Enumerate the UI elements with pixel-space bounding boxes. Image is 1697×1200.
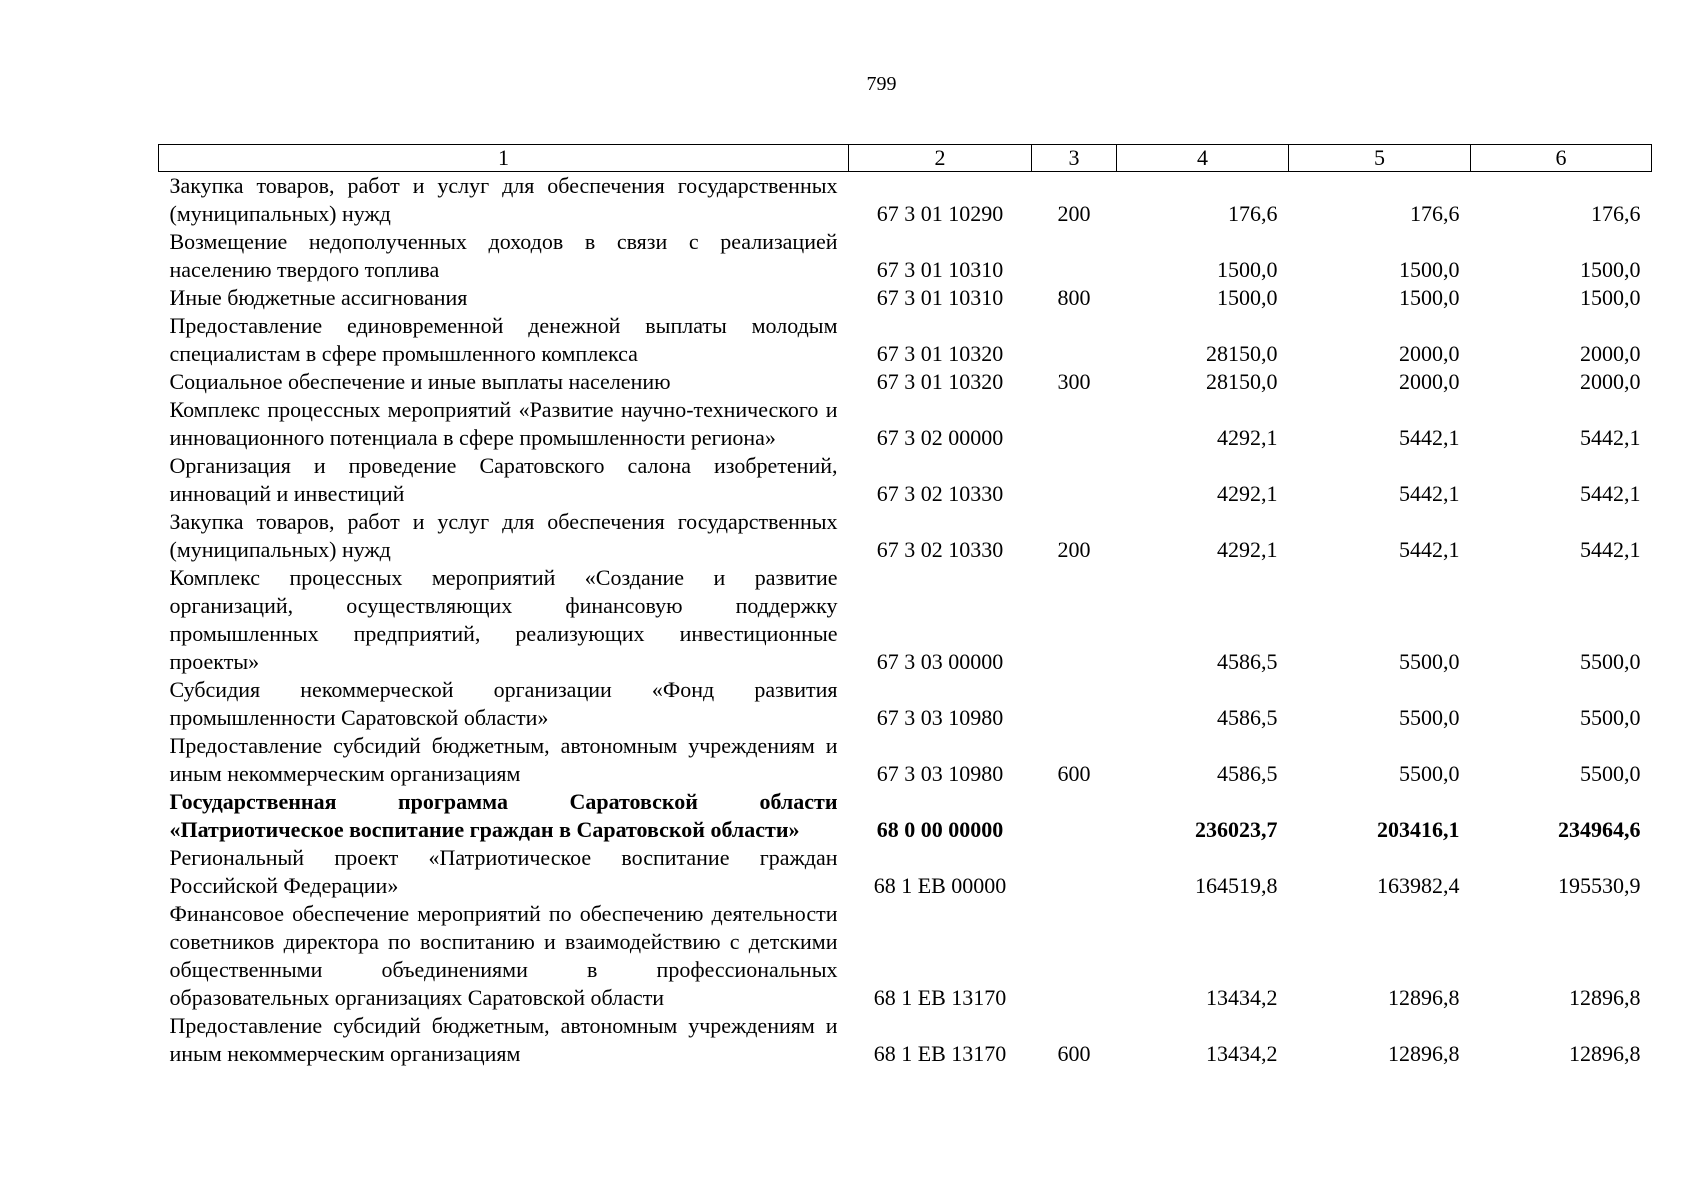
row-value-col6-cell: 12896,8 bbox=[1569, 985, 1641, 1010]
row-expense-type-cell: 200 bbox=[1057, 537, 1091, 562]
row-value-col5-cell: 1500,0 bbox=[1399, 285, 1460, 310]
row-value-col5-cell: 5442,1 bbox=[1399, 425, 1460, 450]
row-code-cell: 68 1 ЕВ 13170 bbox=[873, 1041, 1007, 1066]
row-expense-type-cell bbox=[1032, 312, 1117, 368]
row-name-cell: Государственная программа Саратовской области «Патриотическое воспитание граждан в Саратовской области» bbox=[169, 789, 838, 842]
row-code-cell: 67 3 01 10310 bbox=[876, 285, 1004, 310]
row-code-cell: 67 3 03 10980 bbox=[876, 761, 1004, 786]
table-row bbox=[159, 368, 1652, 396]
row-value-col6-cell: 234964,6 bbox=[1558, 817, 1641, 842]
row-value-col4-cell: 28150,0 bbox=[1206, 369, 1278, 394]
table-row bbox=[159, 900, 1652, 1012]
row-value-col6-cell: 5442,1 bbox=[1580, 425, 1641, 450]
row-value-col6-cell: 5442,1 bbox=[1580, 481, 1641, 506]
row-expense-type-cell: 800 bbox=[1057, 285, 1091, 310]
row-expense-type-cell bbox=[1032, 844, 1117, 900]
column-header-2: 2 bbox=[849, 145, 1032, 172]
row-expense-type-cell bbox=[1032, 228, 1117, 284]
row-code-cell: 67 3 02 10330 bbox=[876, 481, 1004, 506]
table-row bbox=[159, 676, 1652, 732]
row-code-cell: 67 3 03 00000 bbox=[876, 649, 1004, 674]
row-name-cell: Комплекс процессных мероприятий «Создание и развитие организаций, осуществляющих финансовую поддержку промышленных предприятий, реализующих инвестиционные проекты» bbox=[169, 565, 838, 674]
table-body bbox=[159, 172, 1652, 1069]
row-value-col5-cell: 1500,0 bbox=[1399, 257, 1460, 282]
row-value-col5-cell: 5500,0 bbox=[1399, 705, 1460, 730]
row-expense-type-cell: 200 bbox=[1057, 201, 1091, 226]
row-value-col4-cell: 13434,2 bbox=[1206, 985, 1278, 1010]
row-expense-type-cell: 600 bbox=[1057, 1041, 1091, 1066]
row-name-cell: Закупка товаров, работ и услуг для обеспечения государственных (муниципальных) нужд bbox=[169, 173, 838, 226]
table-row bbox=[159, 788, 1652, 844]
row-value-col6-cell: 5500,0 bbox=[1580, 649, 1641, 674]
row-value-col6-cell: 5500,0 bbox=[1580, 705, 1641, 730]
row-value-col6-cell: 2000,0 bbox=[1580, 341, 1641, 366]
row-name-cell: Возмещение недополученных доходов в связи с реализацией населению твердого топлива bbox=[169, 229, 838, 282]
row-value-col6-cell: 2000,0 bbox=[1580, 369, 1641, 394]
row-value-col5-cell: 12896,8 bbox=[1388, 1041, 1460, 1066]
row-value-col4-cell: 236023,7 bbox=[1195, 817, 1278, 842]
row-expense-type-cell: 600 bbox=[1057, 761, 1091, 786]
row-value-col5-cell: 176,6 bbox=[1410, 201, 1460, 226]
row-name-cell: Предоставление единовременной денежной выплаты молодым специалистам в сфере промышленного комплекса bbox=[169, 313, 838, 366]
row-value-col4-cell: 4292,1 bbox=[1217, 481, 1278, 506]
table-header bbox=[159, 145, 1652, 172]
column-header-6: 6 bbox=[1471, 145, 1652, 172]
table-row bbox=[159, 284, 1652, 312]
row-value-col6-cell: 12896,8 bbox=[1569, 1041, 1641, 1066]
row-value-col5-cell: 5442,1 bbox=[1399, 537, 1460, 562]
budget-table bbox=[158, 144, 1652, 1068]
column-header-3: 3 bbox=[1032, 145, 1117, 172]
table-row bbox=[159, 228, 1652, 284]
row-value-col5-cell: 5500,0 bbox=[1399, 761, 1460, 786]
row-expense-type-cell bbox=[1032, 788, 1117, 844]
row-value-col5-cell: 12896,8 bbox=[1388, 985, 1460, 1010]
row-name-cell: Предоставление субсидий бюджетным, автономным учреждениям и иным некоммерческим организациям bbox=[169, 1013, 838, 1066]
row-code-cell: 67 3 01 10310 bbox=[876, 257, 1004, 282]
table-row bbox=[159, 452, 1652, 508]
row-expense-type-cell bbox=[1032, 900, 1117, 1012]
table-row bbox=[159, 1012, 1652, 1068]
row-value-col5-cell: 5500,0 bbox=[1399, 649, 1460, 674]
column-header-5: 5 bbox=[1289, 145, 1471, 172]
row-value-col6-cell: 176,6 bbox=[1591, 201, 1641, 226]
row-value-col4-cell: 1500,0 bbox=[1217, 285, 1278, 310]
table-row bbox=[159, 172, 1652, 229]
row-code-cell: 68 0 00 00000 bbox=[876, 817, 1004, 842]
row-code-cell: 68 1 ЕВ 00000 bbox=[873, 873, 1007, 898]
row-value-col4-cell: 28150,0 bbox=[1206, 341, 1278, 366]
row-value-col4-cell: 4292,1 bbox=[1217, 537, 1278, 562]
row-value-col6-cell: 5442,1 bbox=[1580, 537, 1641, 562]
row-expense-type-cell bbox=[1032, 452, 1117, 508]
row-value-col4-cell: 1500,0 bbox=[1217, 257, 1278, 282]
row-name-cell: Социальное обеспечение и иные выплаты населению bbox=[169, 369, 671, 394]
row-name-cell: Комплекс процессных мероприятий «Развитие научно-технического и инновационного потенциала в сфере промышленности региона» bbox=[169, 397, 838, 450]
row-code-cell: 67 3 01 10320 bbox=[876, 369, 1004, 394]
row-name-cell: Региональный проект «Патриотическое воспитание граждан Российской Федерации» bbox=[169, 845, 838, 898]
row-value-col5-cell: 2000,0 bbox=[1399, 369, 1460, 394]
row-value-col5-cell: 163982,4 bbox=[1377, 873, 1460, 898]
row-value-col4-cell: 4586,5 bbox=[1217, 761, 1278, 786]
row-expense-type-cell bbox=[1032, 676, 1117, 732]
row-code-cell: 67 3 01 10290 bbox=[876, 201, 1004, 226]
header-row bbox=[159, 145, 1652, 172]
row-name-cell: Предоставление субсидий бюджетным, автономным учреждениям и иным некоммерческим организациям bbox=[169, 733, 838, 786]
row-expense-type-cell bbox=[1032, 564, 1117, 676]
table-row bbox=[159, 396, 1652, 452]
row-value-col6-cell: 5500,0 bbox=[1580, 761, 1641, 786]
row-name-cell: Организация и проведение Саратовского салона изобретений, инноваций и инвестиций bbox=[169, 453, 838, 506]
row-value-col4-cell: 176,6 bbox=[1228, 201, 1278, 226]
row-value-col6-cell: 195530,9 bbox=[1558, 873, 1641, 898]
table-row bbox=[159, 508, 1652, 564]
table-row bbox=[159, 312, 1652, 368]
row-value-col4-cell: 4586,5 bbox=[1217, 649, 1278, 674]
row-code-cell: 68 1 ЕВ 13170 bbox=[873, 985, 1007, 1010]
row-value-col4-cell: 4292,1 bbox=[1217, 425, 1278, 450]
table-row bbox=[159, 564, 1652, 676]
row-value-col4-cell: 13434,2 bbox=[1206, 1041, 1278, 1066]
table-row bbox=[159, 732, 1652, 788]
row-value-col6-cell: 1500,0 bbox=[1580, 257, 1641, 282]
row-name-cell: Иные бюджетные ассигнования bbox=[169, 285, 468, 310]
table-row bbox=[159, 844, 1652, 900]
row-name-cell: Финансовое обеспечение мероприятий по обеспечению деятельности советников директора по воспитанию и взаимодействию с детскими общественными объединениями в профессиональных образовательных организациях Саратовской области bbox=[169, 901, 838, 1010]
column-header-4: 4 bbox=[1117, 145, 1289, 172]
row-name-cell: Закупка товаров, работ и услуг для обеспечения государственных (муниципальных) нужд bbox=[169, 509, 838, 562]
row-name-cell: Субсидия некоммерческой организации «Фонд развития промышленности Саратовской области» bbox=[169, 677, 838, 730]
row-expense-type-cell: 300 bbox=[1057, 369, 1091, 394]
row-code-cell: 67 3 03 10980 bbox=[876, 705, 1004, 730]
column-header-1: 1 bbox=[159, 145, 849, 172]
row-code-cell: 67 3 02 10330 bbox=[876, 537, 1004, 562]
row-value-col5-cell: 2000,0 bbox=[1399, 341, 1460, 366]
page-number: 799 bbox=[866, 73, 897, 95]
row-expense-type-cell bbox=[1032, 396, 1117, 452]
row-value-col4-cell: 164519,8 bbox=[1195, 873, 1278, 898]
row-code-cell: 67 3 02 00000 bbox=[876, 425, 1004, 450]
row-value-col5-cell: 5442,1 bbox=[1399, 481, 1460, 506]
row-value-col6-cell: 1500,0 bbox=[1580, 285, 1641, 310]
row-code-cell: 67 3 01 10320 bbox=[876, 341, 1004, 366]
row-value-col4-cell: 4586,5 bbox=[1217, 705, 1278, 730]
row-value-col5-cell: 203416,1 bbox=[1377, 817, 1460, 842]
